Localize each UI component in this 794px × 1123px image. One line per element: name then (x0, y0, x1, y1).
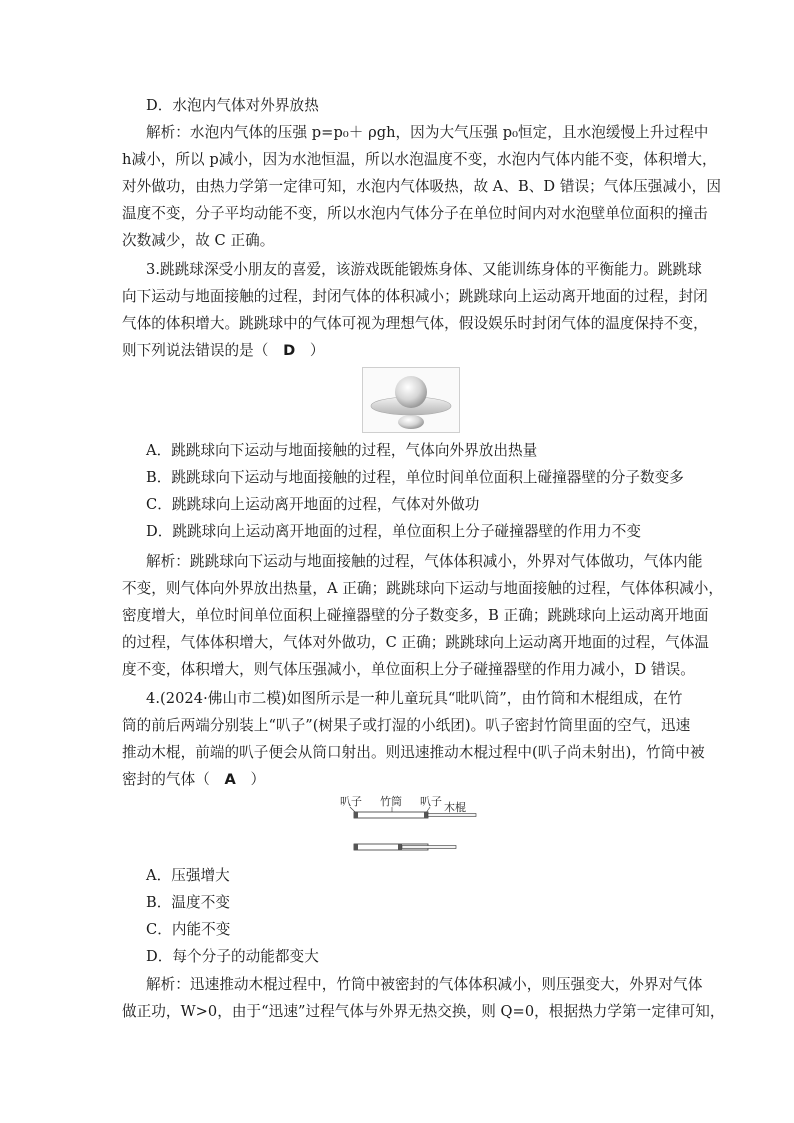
q4-option-a: A．压强增大 (146, 867, 230, 884)
q4-option-c: C．内能不变 (146, 921, 231, 938)
q4-stem-line: 筒的前后两端分别装上“叭子”(树果子或打湿的小纸团)。叭子密封竹筒里面的空气，迅速 (122, 717, 691, 734)
q3-stem-line (122, 341, 682, 361)
q3-option-a: A．跳跳球向下运动与地面接触的过程，气体向外界放出热量 (146, 442, 538, 459)
q2-option-d: D．水泡内气体对外界放热 (146, 97, 319, 114)
q4-stem-line: 4.(2024·佛山市二模)如图所示是一种儿童玩具“吡叭筒”，由竹筒和木棍组成，在竹 (146, 690, 683, 707)
q4-option-b: B．温度不变 (146, 894, 230, 911)
q4-answer-close: ） (235, 771, 266, 788)
q3-stem-line: 气体的体积增大。跳跳球中的气体可视为理想气体，假设娱乐时封闭气体的温度保持不变， (122, 315, 708, 332)
q2-explanation-line: h减小，所以 p减小，因为水池恒温，所以水泡温度不变，水泡内气体内能不变，体积增大， (122, 151, 717, 168)
q3-option-c: C．跳跳球向上运动离开地面的过程，气体对外做功 (146, 496, 480, 513)
q3-option-b: B．跳跳球向下运动与地面接触的过程，单位时间单位面积上碰撞器壁的分子数变多 (146, 469, 684, 486)
q4-stem-line (122, 770, 682, 790)
jump-ball-figure (362, 367, 460, 433)
q2-explanation-line: 次数减少，故 C 正确。 (122, 232, 275, 249)
q3-stem-text: 则下列说法错误的是（ (122, 342, 284, 359)
q3-explanation-line: 密度增大，单位时间单位面积上碰撞器壁的分子数变多，B 正确；跳跳球向上运动离开地面 (122, 607, 709, 624)
q3-option-d: D．跳跳球向上运动离开地面的过程，单位面积上分子碰撞器壁的作用力不变 (146, 523, 641, 540)
q2-explanation-line: 解析：水泡内气体的压强 p=p₀＋ ρgh，因为大气压强 p₀恒定，且水泡缓慢上升过程中 (146, 124, 709, 141)
q3-explanation-line: 的过程，气体体积增大，气体对外做功，C 正确；跳跳球向上运动离开地面的过程，气体温 (122, 634, 710, 651)
q3-stem-line: 向下运动与地面接触的过程，封闭气体的体积减小；跳跳球向上运动离开地面的过程，封闭 (122, 288, 708, 305)
figure-label-right-plug: 叭子 (420, 795, 442, 808)
q4-stem-line: 推动木棍，前端的叭子便会从筒口射出。则迅速推动木棍过程中(叭子尚未射出)，竹筒中被 (122, 744, 705, 761)
q3-explanation-line: 度不变，体积增大，则气体压强减小，单位面积上分子碰撞器壁的作用力减小，D 错误。 (122, 661, 695, 678)
q2-explanation-line: 对外做功，由热力学第一定律可知，水泡内气体吸热，故 A、B、D 错误；气体压强减小，因 (122, 178, 721, 195)
q3-answer: D (283, 342, 296, 359)
bamboo-tube-figure (330, 796, 490, 858)
q3-answer-close: ） (295, 342, 325, 359)
jump-ball-illustration (363, 368, 459, 432)
figure-label-stick: 木棍 (444, 801, 466, 814)
q4-stem-text: 密封的气体（ (122, 771, 225, 788)
q4-answer: A (224, 771, 236, 788)
q3-explanation-line: 解析：跳跳球向下运动与地面接触的过程，气体体积减小，外界对气体做功，气体内能 (146, 553, 703, 570)
q4-explanation-line: 做正功，W>0，由于“迅速”过程气体与外界无热交换，则 Q=0，根据热力学第一定律可知， (122, 1003, 725, 1020)
q2-explanation-line: 温度不变，分子平均动能不变，所以水泡内气体分子在单位时间内对水泡壁单位面积的撞击 (122, 205, 708, 222)
bamboo-tube-illustration (330, 796, 490, 858)
q4-option-d: D．每个分子的动能都变大 (146, 948, 319, 965)
figure-label-tube: 竹筒 (380, 795, 402, 808)
q4-explanation-line: 解析：迅速推动木棍过程中，竹筒中被密封的气体体积减小，则压强变大，外界对气体 (146, 976, 703, 993)
figure-label-left-plug: 叭子 (340, 795, 362, 808)
q3-explanation-line: 不变，则气体向外界放出热量，A 正确；跳跳球向下运动与地面接触的过程，气体体积减小， (122, 580, 724, 597)
q3-stem-line: 3.跳跳球深受小朋友的喜爱，该游戏既能锻炼身体、又能训练身体的平衡能力。跳跳球 (146, 261, 702, 278)
